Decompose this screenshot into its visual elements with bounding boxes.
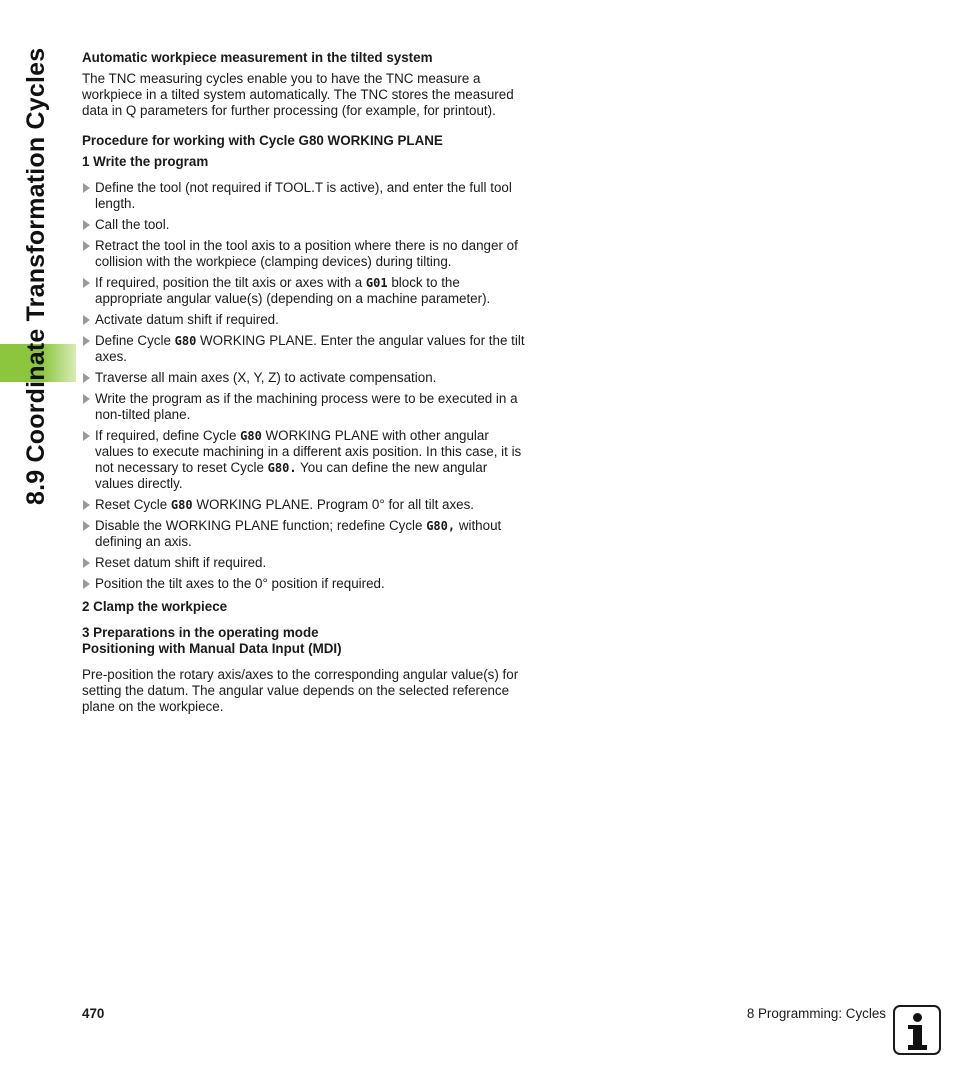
section-text-measurement: The TNC measuring cycles enable you to have the TNC measure a workpiece in a tilted system automatically. The TNC stores the measured data in Q parameters for further processing (for example, for printout). xyxy=(82,71,514,118)
info-icon xyxy=(893,1005,941,1055)
step-text: Define the tool (not required if TOOL.T is active), and enter the full tool length. xyxy=(95,180,512,211)
triangle-bullet-icon xyxy=(83,241,90,251)
info-icon-stem xyxy=(913,1025,922,1047)
code-token: G80 xyxy=(174,334,197,348)
triangle-bullet-icon xyxy=(83,315,90,325)
step1-heading: 1 Write the program xyxy=(82,154,209,169)
step-text: If required, position the tilt axis or axes with a xyxy=(95,275,366,290)
triangle-bullet-icon xyxy=(83,373,90,383)
step-item xyxy=(82,497,527,513)
info-icon-dot xyxy=(913,1013,922,1022)
step-text: Define Cycle xyxy=(95,333,175,348)
triangle-bullet-icon xyxy=(83,558,90,568)
step3-heading-line1: 3 Preparations in the operating mode xyxy=(82,625,319,640)
code-token: G80, xyxy=(426,519,456,533)
step-item xyxy=(82,180,527,212)
step-item xyxy=(82,428,527,492)
step3-heading xyxy=(82,625,527,657)
step-item xyxy=(82,555,527,571)
step-item xyxy=(82,576,527,592)
step-text: You can define the new angular values directly. xyxy=(95,460,488,491)
triangle-bullet-icon xyxy=(83,183,90,193)
step-text: Reset Cycle xyxy=(95,497,171,512)
code-token: G80 xyxy=(240,429,262,443)
step-text: Call the tool. xyxy=(95,217,170,232)
step-text: Write the program as if the machining process were to be executed in a non-tilted plane. xyxy=(95,391,518,422)
step-text: Traverse all main axes (X, Y, Z) to activate compensation. xyxy=(95,370,437,385)
section-heading-measurement: Automatic workpiece measurement in the tilted system xyxy=(82,50,433,65)
triangle-bullet-icon xyxy=(83,579,90,589)
step-text: Retract the tool in the tool axis to a position where there is no danger of collision with the workpiece (clamping devices) during tilting. xyxy=(95,238,518,269)
step-item xyxy=(82,238,527,270)
main-content xyxy=(82,50,527,715)
step-item xyxy=(82,518,527,550)
step-text: Position the tilt axes to the 0° position if required. xyxy=(95,576,385,591)
step-list xyxy=(82,180,527,592)
info-icon-base xyxy=(908,1045,927,1050)
step-text: block to the appropriate angular value(s) (depending on a machine parameter). xyxy=(95,275,491,306)
step-text: If required, define Cycle xyxy=(95,428,241,443)
step-text: without defining an axis. xyxy=(95,518,502,549)
step-item xyxy=(82,370,527,386)
triangle-bullet-icon xyxy=(83,431,90,441)
triangle-bullet-icon xyxy=(83,336,90,346)
step-text: WORKING PLANE. Enter the angular values for the tilt axes. xyxy=(95,333,525,364)
step-item xyxy=(82,391,527,423)
step-text: WORKING PLANE with other angular values to execute machining in a different axis position. In this case, it is not necessary to reset Cycle xyxy=(95,428,522,475)
code-token: G01 xyxy=(365,276,388,290)
step-text: Activate datum shift if required. xyxy=(95,312,279,327)
step2-heading: 2 Clamp the workpiece xyxy=(82,599,228,614)
step-text: Reset datum shift if required. xyxy=(95,555,267,570)
triangle-bullet-icon xyxy=(83,394,90,404)
step3-text: Pre-position the rotary axis/axes to the corresponding angular value(s) for setting the datum. The angular value depends on the selected reference plane on the workpiece. xyxy=(82,667,519,714)
code-token: G80 xyxy=(170,498,193,512)
section-heading-procedure: Procedure for working with Cycle G80 WORKING PLANE xyxy=(82,133,443,148)
triangle-bullet-icon xyxy=(83,500,90,510)
triangle-bullet-icon xyxy=(83,220,90,230)
step-text: Disable the WORKING PLANE function; redefine Cycle xyxy=(95,518,427,533)
page-number: 470 xyxy=(82,1006,105,1021)
triangle-bullet-icon xyxy=(83,521,90,531)
step-text: WORKING PLANE. Program 0° for all tilt axes. xyxy=(192,497,475,512)
side-chapter-title: 8.9 Coordinate Transformation Cycles xyxy=(22,47,50,505)
code-token: G80. xyxy=(267,461,297,475)
footer-chapter: 8 Programming: Cycles xyxy=(746,1006,886,1021)
triangle-bullet-icon xyxy=(83,278,90,288)
step3-heading-line2: Positioning with Manual Data Input (MDI) xyxy=(82,641,342,656)
step-item xyxy=(82,333,527,365)
step-item xyxy=(82,217,527,233)
step-item xyxy=(82,312,527,328)
step-item xyxy=(82,275,527,307)
